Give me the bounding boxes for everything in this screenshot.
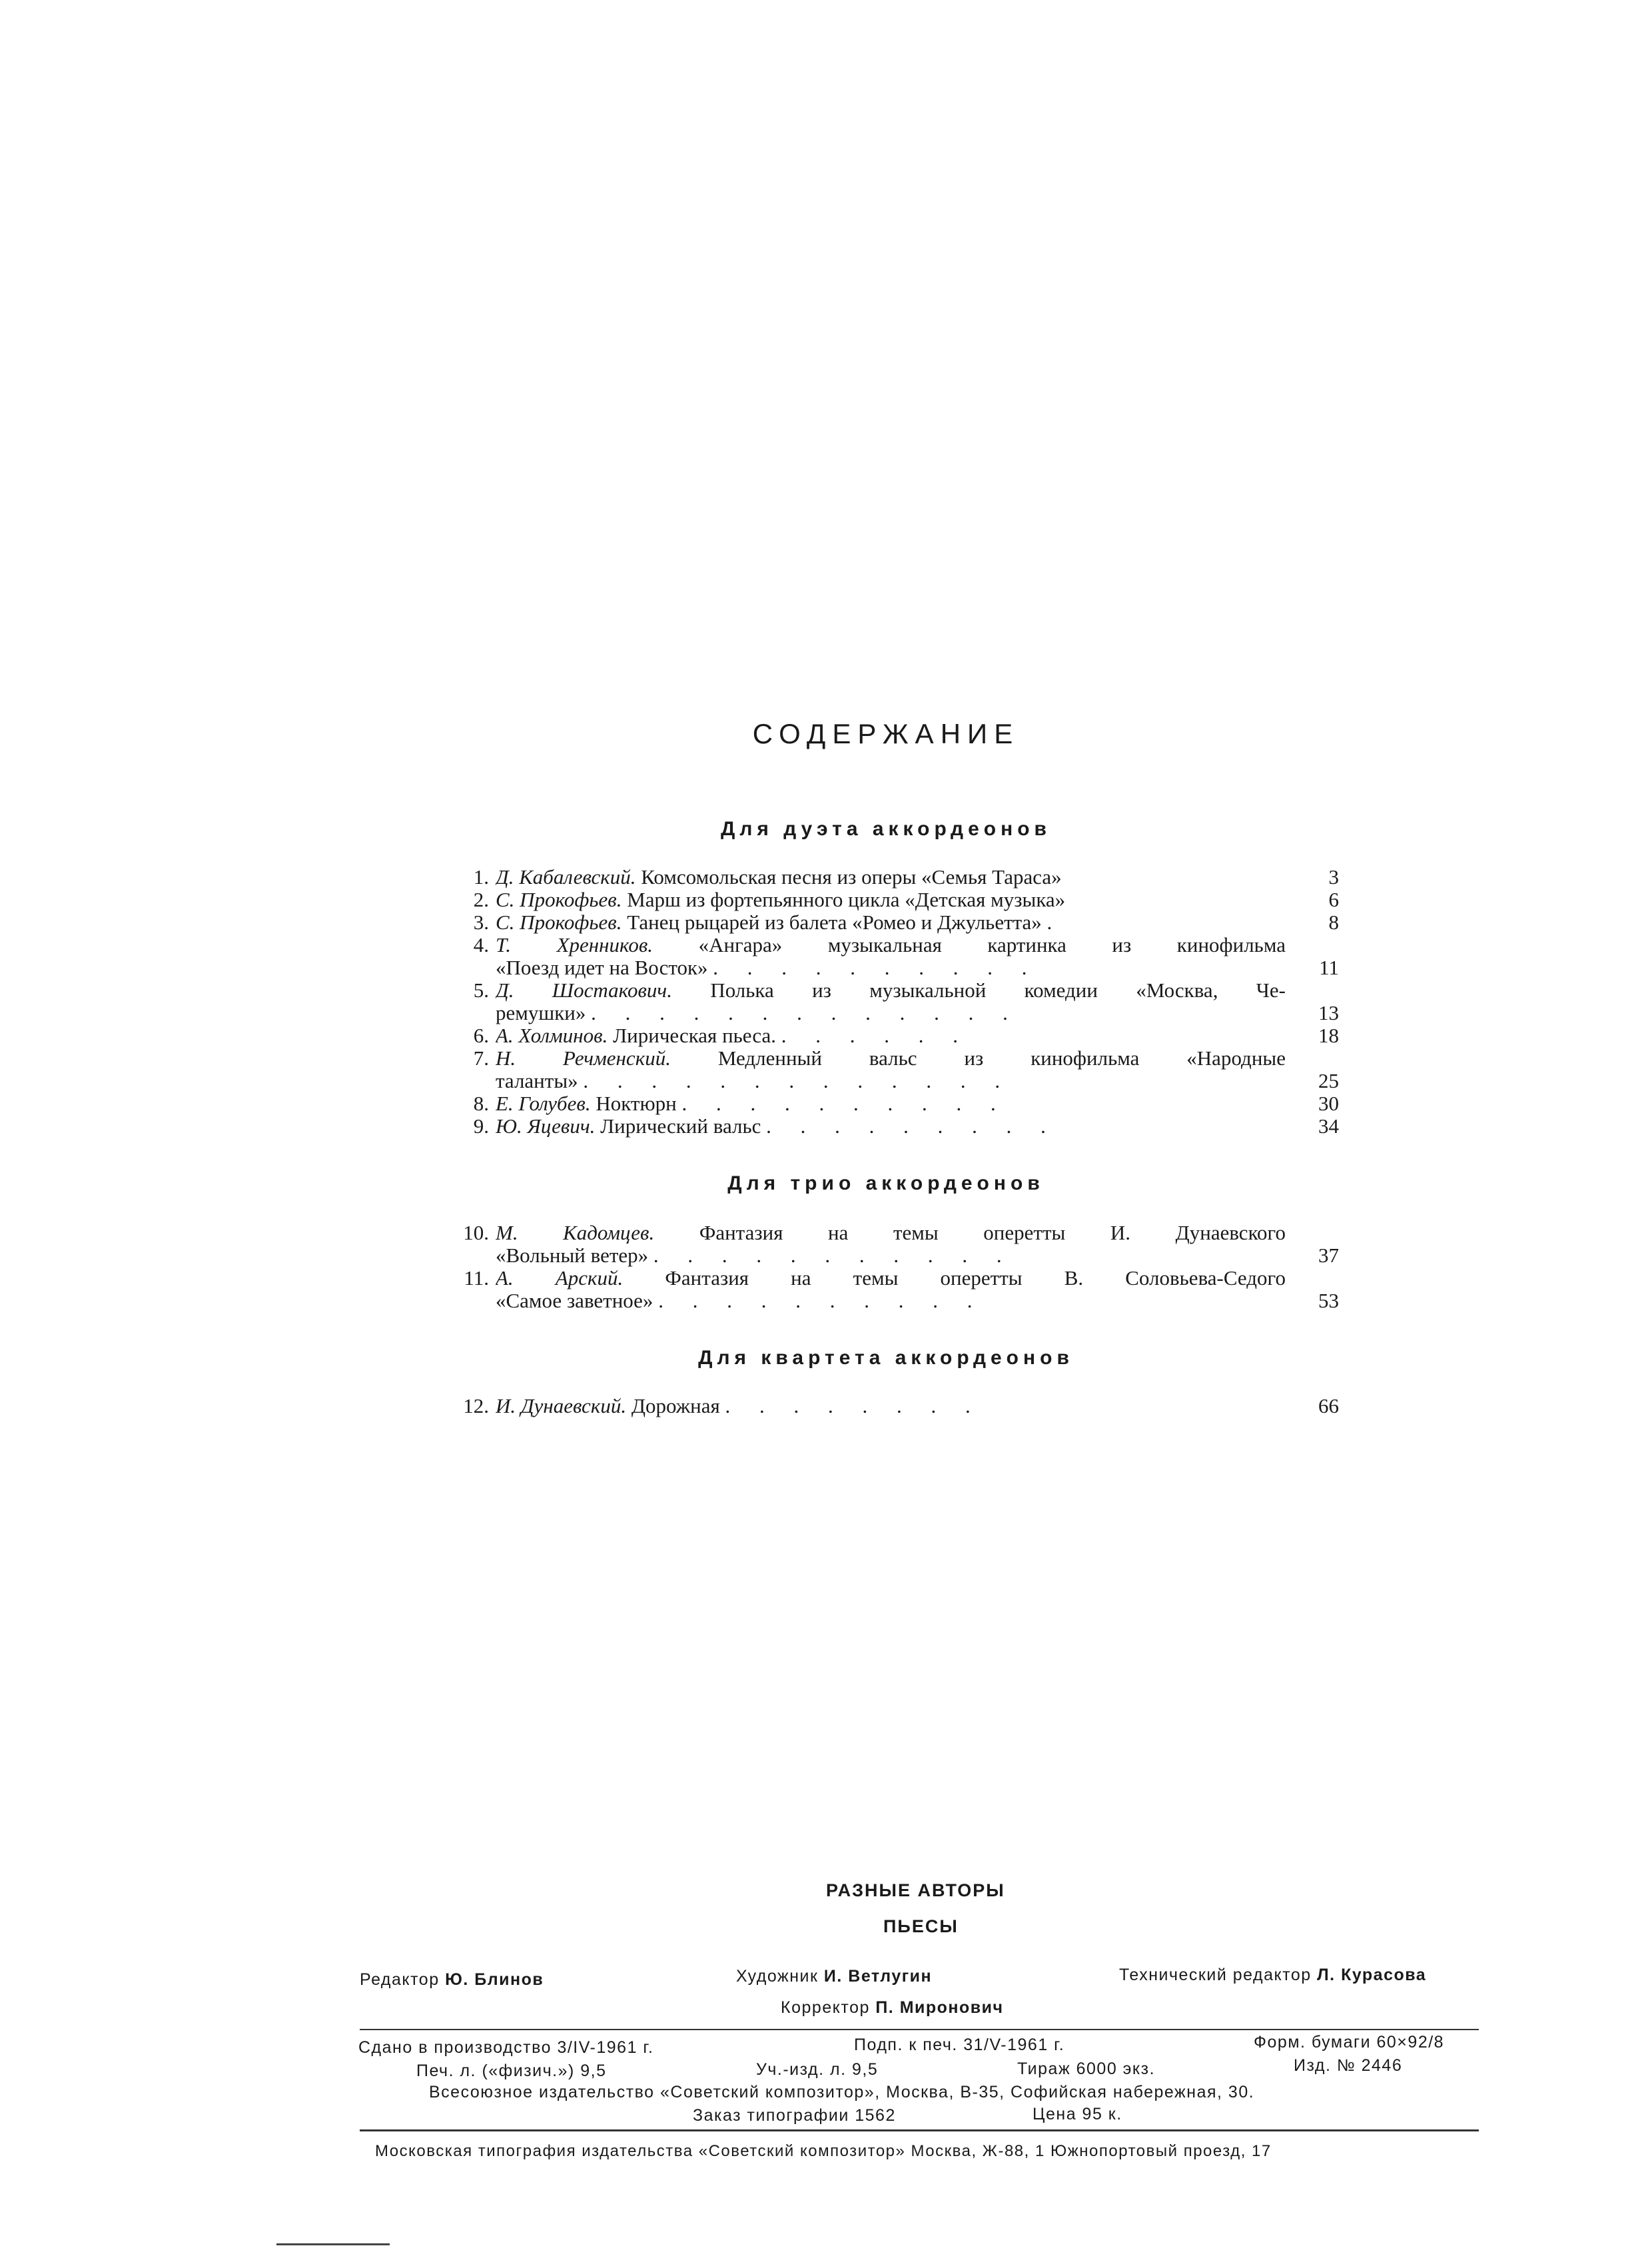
composer-name: А. Арский. — [496, 1267, 623, 1290]
composer-name: А. Холминов. — [496, 1024, 608, 1047]
section-heading-quartet: Для квартета аккордеонов — [698, 1347, 1074, 1369]
piece-title: Лирическая пьеса. — [613, 1024, 776, 1047]
piece-title-cont: таланты» — [496, 1070, 578, 1092]
composer-name: Н. Речменский. — [496, 1047, 671, 1070]
printer-address: Московская типография издательства «Советский композитор» Москва, Ж-88, 1 Южнопортовый проезд, 17 — [375, 2142, 1272, 2160]
imprint-book-title: ПЬЕСЫ — [883, 1916, 959, 1936]
page-number: 3 — [1328, 865, 1339, 889]
piece-title-cont: «Поезд идет на Восток» — [496, 956, 708, 979]
corner-mark — [276, 2243, 390, 2245]
page-number: 8 — [1328, 911, 1339, 934]
toc-entry: 3. С. Прокофьев. Танец рыцарей из балета «Ромео и Джульетта» . 8 — [473, 911, 1339, 934]
piece-title: «Ангара» музыкальная картинка из кинофильма — [698, 934, 1286, 956]
signed-date: Подп. к печ. 31/V-1961 г. — [854, 2036, 1065, 2054]
piece-title: Танец рыцарей из балета «Ромео и Джульетта» . — [627, 911, 1052, 934]
page-number: 11 — [1319, 956, 1339, 979]
toc-entry: 1. Д. Кабалевский. Комсомольская песня из оперы «Семья Тараса» 3 — [473, 865, 1339, 889]
toc-entry: 10. М. Кадомцев. Фантазия на темы оперетты И. Дунаевского «Вольный ветер» . . . . . . . . . . . 37 — [463, 1221, 1339, 1267]
piece-title: Ноктюрн — [596, 1092, 677, 1115]
page-number: 30 — [1318, 1092, 1339, 1115]
piece-title: Фантазия на темы оперетты И. Дунаевского — [699, 1222, 1286, 1244]
piece-title-cont: «Самое заветное» — [496, 1290, 653, 1312]
toc-entry: 5. Д. Шостакович. Полька из музыкальной комедии «Москва, Че- ремушки» . . . . . . . . . . . . . 13 — [473, 978, 1339, 1024]
composer-name: М. Кадомцев. — [496, 1222, 655, 1244]
composer-name: Д. Кабалевский. — [496, 866, 636, 889]
tech-editor-name: Л. Курасова — [1317, 1966, 1427, 1984]
piece-title: Фантазия на темы оперетты В. Соловьева-Седого — [665, 1267, 1286, 1290]
page-number: 37 — [1318, 1244, 1339, 1267]
editor-name: Ю. Блинов — [445, 1970, 544, 1989]
section-heading-duet: Для дуэта аккордеонов — [720, 818, 1051, 840]
artist-name: И. Ветлугин — [823, 1967, 933, 1986]
toc-entry: 6. А. Холминов. Лирическая пьеса. . . . . . . 18 — [473, 1024, 1339, 1047]
toc-entry: 12. И. Дунаевский. Дорожная . . . . . . . . 66 — [463, 1394, 1339, 1417]
page-number: 25 — [1318, 1069, 1339, 1092]
page-number: 6 — [1328, 888, 1339, 911]
paper-format: Форм. бумаги 60×92/8 — [1254, 2033, 1445, 2052]
composer-name: Т. Хренников. — [496, 934, 653, 956]
piece-title: Медленный вальс из кинофильма «Народные — [717, 1047, 1286, 1070]
pub-sheets: Уч.-изд. л. 9,5 — [756, 2060, 879, 2079]
publication-number: Изд. № 2446 — [1294, 2056, 1403, 2075]
divider — [360, 2029, 1479, 2030]
toc-list-quartet — [453, 1395, 1339, 1417]
piece-title-cont: «Вольный ветер» — [496, 1244, 649, 1267]
page-number: 66 — [1318, 1394, 1339, 1417]
toc-entry: 7. Н. Речменский. Медленный вальс из кинофильма «Народные таланты» . . . . . . . . . . . . . 25 — [473, 1046, 1339, 1092]
print-run: Тираж 6000 экз. — [1017, 2060, 1156, 2078]
corrector-name: П. Миронович — [875, 1998, 1004, 2017]
composer-name: Е. Голубев. — [496, 1092, 591, 1115]
corrector-credit: Корректор П. Миронович — [781, 1998, 1004, 2017]
submitted-date: Сдано в производство 3/IV-1961 г. — [358, 2038, 654, 2057]
artist-credit: Художник И. Ветлугин — [736, 1967, 933, 1986]
piece-title: Комсомольская песня из оперы «Семья Тараса» — [641, 866, 1062, 889]
piece-title: Марш из фортепьянного цикла «Детская музыка» — [627, 889, 1066, 911]
page-number: 34 — [1318, 1114, 1339, 1138]
composer-name: С. Прокофьев. — [496, 911, 622, 934]
imprint-authors: РАЗНЫЕ АВТОРЫ — [826, 1880, 1005, 1900]
price: Цена 95 к. — [1032, 2105, 1122, 2123]
toc-entry: 9. Ю. Яцевич. Лирический вальс . . . . . . . . . 34 — [473, 1114, 1339, 1138]
print-order: Заказ типографии 1562 — [693, 2106, 896, 2125]
tech-editor-credit: Технический редактор Л. Курасова — [1119, 1966, 1427, 1984]
publisher-address: Всесоюзное издательство «Советский композитор», Москва, В-35, Софийская набережная, 30. — [429, 2083, 1255, 2101]
composer-name: Ю. Яцевич. — [496, 1115, 596, 1138]
piece-title: Лирический вальс — [600, 1115, 761, 1138]
composer-name: С. Прокофьев. — [496, 889, 622, 911]
toc-title: СОДЕРЖАНИЕ — [752, 718, 1020, 749]
toc-list-duet — [453, 866, 1339, 1138]
page-number: 53 — [1318, 1289, 1339, 1312]
divider — [360, 2129, 1479, 2131]
page-number: 13 — [1318, 1001, 1339, 1024]
section-heading-trio: Для трио аккордеонов — [727, 1172, 1044, 1194]
editor-credit: Редактор Ю. Блинов — [360, 1970, 544, 1989]
page-number: 18 — [1318, 1024, 1339, 1047]
composer-name: И. Дунаевский. — [496, 1395, 627, 1417]
toc-entry: 2. С. Прокофьев. Марш из фортепьянного цикла «Детская музыка» 6 — [473, 888, 1339, 911]
composer-name: Д. Шостакович. — [496, 979, 672, 1002]
toc-entry: 4. Т. Хренников. «Ангара» музыкальная картинка из кинофильма «Поезд идет на Восток» . . . . . . . . . . 11 — [473, 933, 1339, 979]
piece-title: Дорожная — [631, 1395, 720, 1417]
print-sheets: Печ. л. («физич.») 9,5 — [416, 2062, 607, 2080]
piece-title-cont: ремушки» — [496, 1002, 586, 1024]
toc-entry: 11. А. Арский. Фантазия на темы оперетты В. Соловьева-Седого «Самое заветное» . . . . . . . . . . 53 — [464, 1266, 1339, 1312]
toc-list-trio — [453, 1222, 1339, 1312]
toc-entry: 8. Е. Голубев. Ноктюрн . . . . . . . . . . 30 — [473, 1092, 1339, 1115]
piece-title: Полька из музыкальной комедии «Москва, Че- — [710, 979, 1286, 1002]
